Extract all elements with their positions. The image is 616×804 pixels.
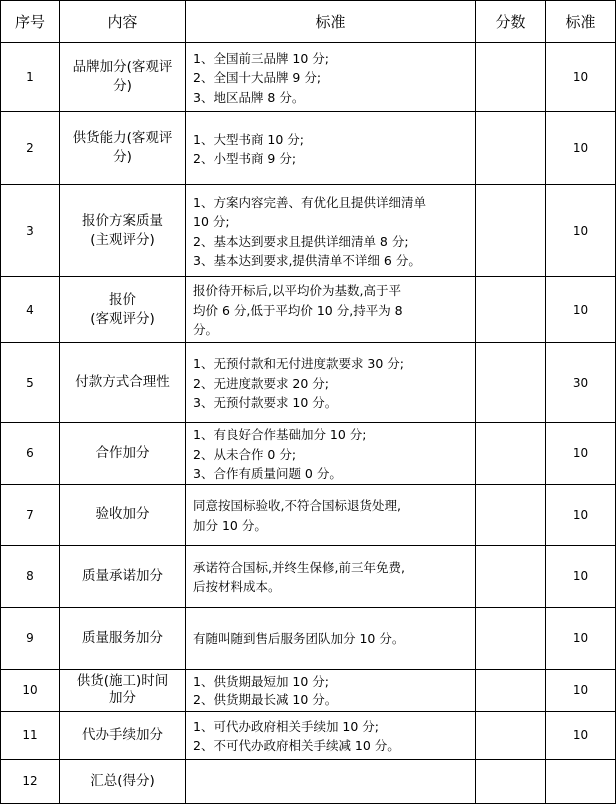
row-standard: 10 [546,43,616,112]
row-criteria: 同意按国标验收,不符合国标退货处理, 加分 10 分。 [186,484,476,545]
row-criteria: 1、大型书商 10 分; 2、小型书商 9 分; [186,112,476,185]
row-seq: 10 [1,669,60,711]
table-row-summary [1,759,616,803]
row-criteria [186,759,476,803]
table-row [1,669,616,711]
row-seq: 6 [1,423,60,485]
header-seq: 序号 [1,1,60,43]
table-row [1,423,616,485]
row-score[interactable] [476,43,546,112]
header-row [1,1,616,43]
row-criteria: 1、可代办政府相关手续加 10 分; 2、不可代办政府相关手续减 10 分。 [186,711,476,759]
row-criteria: 1、供货期最短加 10 分; 2、供货期最长减 10 分。 [186,669,476,711]
row-standard: 10 [546,277,616,343]
row-score[interactable] [476,545,546,607]
row-item: 代办手续加分 [60,711,186,759]
row-item: 付款方式合理性 [60,343,186,423]
row-item: 品牌加分(客观评 分) [60,43,186,112]
table-row [1,185,616,277]
row-criteria: 有随叫随到售后服务团队加分 10 分。 [186,607,476,669]
row-seq: 9 [1,607,60,669]
row-score[interactable] [476,607,546,669]
row-seq: 11 [1,711,60,759]
row-item: 报价 (客观评分) [60,277,186,343]
table-row [1,43,616,112]
row-criteria: 1、方案内容完善、有优化且提供详细清单 10 分; 2、基本达到要求且提供详细清单 8 分; 3、基本达到要求,提供清单不详细 6 分。 [186,185,476,277]
header-criteria: 标准 [186,1,476,43]
row-score[interactable] [476,277,546,343]
row-item: 质量服务加分 [60,607,186,669]
row-item: 汇总(得分) [60,759,186,803]
row-standard: 10 [546,669,616,711]
row-seq: 5 [1,343,60,423]
row-standard: 10 [546,112,616,185]
row-score[interactable] [476,343,546,423]
row-seq: 12 [1,759,60,803]
header-content: 内容 [60,1,186,43]
table-row [1,545,616,607]
table-row [1,112,616,185]
table-row [1,343,616,423]
row-score[interactable] [476,423,546,485]
row-seq: 8 [1,545,60,607]
row-criteria: 1、无预付款和无付进度款要求 30 分; 2、无进度款要求 20 分; 3、无预付款要求 10 分。 [186,343,476,423]
row-seq: 1 [1,43,60,112]
row-score[interactable] [476,484,546,545]
row-seq: 7 [1,484,60,545]
row-seq: 2 [1,112,60,185]
row-criteria: 承诺符合国标,并终生保修,前三年免费, 后按材料成本。 [186,545,476,607]
row-item: 供货能力(客观评 分) [60,112,186,185]
row-standard [546,759,616,803]
row-criteria: 1、全国前三品牌 10 分; 2、全国十大品牌 9 分; 3、地区品牌 8 分。 [186,43,476,112]
row-seq: 3 [1,185,60,277]
row-criteria: 报价待开标后,以平均价为基数,高于平 均价 6 分,低于平均价 10 分,持平为 8 分。 [186,277,476,343]
row-standard: 10 [546,607,616,669]
row-score[interactable] [476,185,546,277]
row-item: 验收加分 [60,484,186,545]
row-score[interactable] [476,112,546,185]
row-item: 报价方案质量 (主观评分) [60,185,186,277]
table-row [1,277,616,343]
row-standard: 10 [546,711,616,759]
row-standard: 10 [546,185,616,277]
row-criteria: 1、有良好合作基础加分 10 分; 2、从未合作 0 分; 3、合作有质量问题 0 分。 [186,423,476,485]
row-score[interactable] [476,711,546,759]
table-row [1,607,616,669]
row-standard: 10 [546,484,616,545]
table-row [1,711,616,759]
row-standard: 10 [546,423,616,485]
row-score[interactable] [476,669,546,711]
row-standard: 30 [546,343,616,423]
row-score[interactable] [476,759,546,803]
row-item: 合作加分 [60,423,186,485]
header-score: 分数 [476,1,546,43]
row-standard: 10 [546,545,616,607]
table-row [1,484,616,545]
row-seq: 4 [1,277,60,343]
row-item: 质量承诺加分 [60,545,186,607]
row-item: 供货(施工)时间 加分 [60,669,186,711]
header-standard: 标准 [546,1,616,43]
